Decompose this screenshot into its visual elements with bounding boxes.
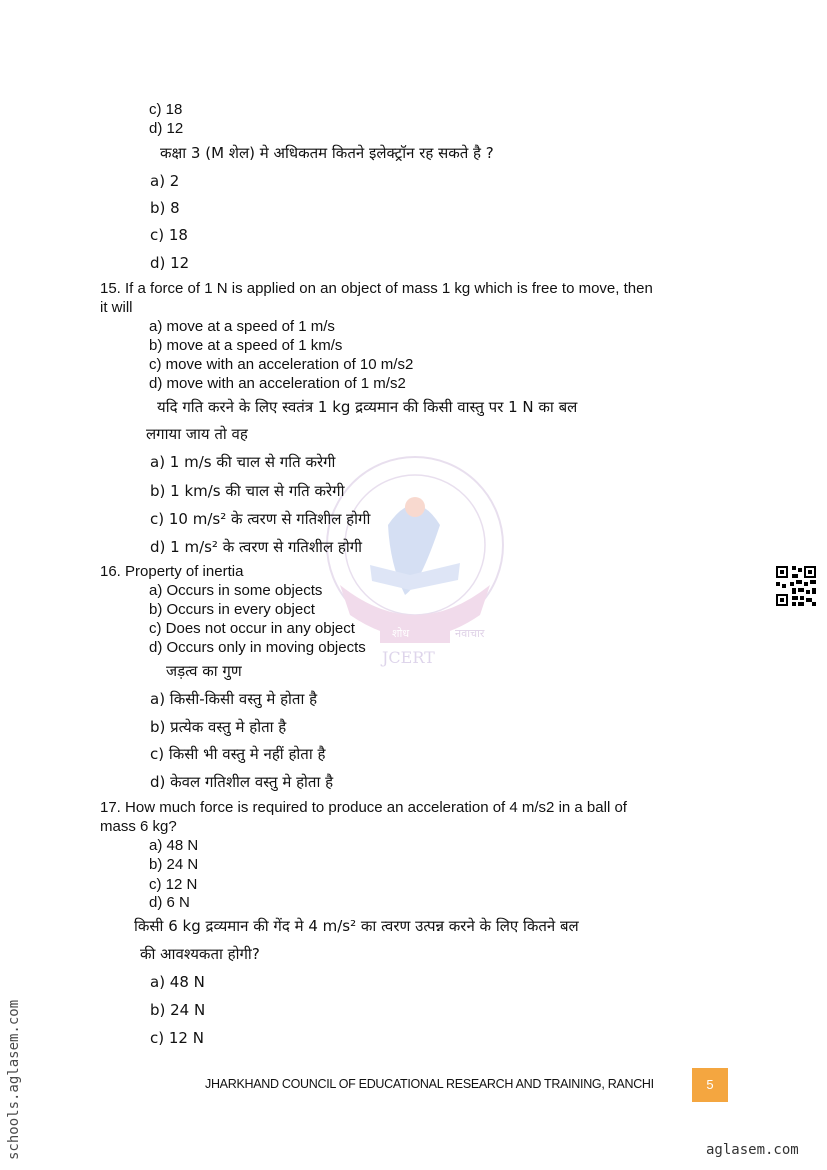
watermark-banner-left: शोध xyxy=(392,627,410,640)
option-c: c) Does not occur in any object xyxy=(149,620,355,637)
sidebar-url-text: schools.aglasem.com xyxy=(6,999,22,1160)
option-b-hindi: b) 8 xyxy=(150,199,180,217)
option-c: c) 18 xyxy=(149,101,183,118)
watermark-name: JCERT xyxy=(382,648,435,667)
option-a-hindi: a) 48 N xyxy=(150,973,205,991)
option-a: a) 48 N xyxy=(149,837,199,854)
option-a-hindi: a) 1 m/s की चाल से गति करेगी xyxy=(150,453,336,471)
question-15-hindi-cont: लगाया जाय तो वह xyxy=(146,425,248,443)
option-d: d) 6 N xyxy=(149,894,190,911)
option-c: c) 12 N xyxy=(149,876,198,893)
question-16: 16. Property of inertia xyxy=(100,563,244,580)
option-a: a) move at a speed of 1 m/s xyxy=(149,318,335,335)
option-b-hindi: b) 24 N xyxy=(150,1001,206,1019)
question-17-hindi-cont: की आवश्यकता होगी? xyxy=(140,945,260,963)
option-c: c) move with an acceleration of 10 m/s2 xyxy=(149,356,414,373)
option-d: d) Occurs only in moving objects xyxy=(149,639,366,656)
option-b-hindi: b) 1 km/s की चाल से गति करेगी xyxy=(150,482,345,500)
option-b-hindi: b) प्रत्येक वस्तु मे होता है xyxy=(150,718,287,736)
option-b: b) Occurs in every object xyxy=(149,601,315,618)
option-d: d) 12 xyxy=(149,120,184,137)
option-c-hindi: c) 18 xyxy=(150,226,188,244)
option-a-hindi: a) किसी-किसी वस्तु मे होता है xyxy=(150,690,318,708)
question-14-hindi: कक्षा 3 (M शेल) मे अधिकतम कितने इलेक्ट्रॉन रह सकते है ? xyxy=(160,144,494,162)
question-17: 17. How much force is required to produce an acceleration of 4 m/s2 in a ball of xyxy=(100,799,627,816)
option-d-hindi: d) 1 m/s² के त्वरण से गतिशील होगी xyxy=(150,538,363,556)
question-17-hindi: किसी 6 kg द्रव्यमान की गेंद मे 4 m/s² का त्वरण उत्पन्न करने के लिए कितने बल xyxy=(134,917,579,935)
question-15-cont: it will xyxy=(100,299,133,316)
option-d-hindi: d) 12 xyxy=(150,254,190,272)
question-15-hindi: यदि गति करने के लिए स्वतंत्र 1 kg द्रव्यमान की किसी वास्तु पर 1 N का बल xyxy=(157,398,578,416)
option-d: d) move with an acceleration of 1 m/s2 xyxy=(149,375,406,392)
question-17-cont: mass 6 kg? xyxy=(100,818,177,835)
footer-council-name: JHARKHAND COUNCIL OF EDUCATIONAL RESEARCH AND TRAINING, RANCHI xyxy=(205,1077,654,1091)
option-c-hindi: c) किसी भी वस्तु मे नहीं होता है xyxy=(150,745,326,763)
sidebar-url xyxy=(6,970,26,1160)
watermark-banner-right: नवाचार xyxy=(455,627,485,640)
page-number-badge: 5 xyxy=(692,1068,728,1102)
option-b: b) move at a speed of 1 km/s xyxy=(149,337,343,354)
option-a-hindi: a) 2 xyxy=(150,172,180,190)
qr-code-icon[interactable] xyxy=(776,566,816,606)
option-b: b) 24 N xyxy=(149,856,199,873)
question-15: 15. If a force of 1 N is applied on an object of mass 1 kg which is free to move, then xyxy=(100,280,653,297)
option-c-hindi: c) 10 m/s² के त्वरण से गतिशील होगी xyxy=(150,510,371,528)
question-16-hindi: जड़त्व का गुण xyxy=(166,662,242,680)
option-d-hindi: d) केवल गतिशील वस्तु मे होता है xyxy=(150,773,334,791)
option-a: a) Occurs in some objects xyxy=(149,582,323,599)
brand-text: aglasem.com xyxy=(706,1142,799,1158)
option-c-hindi: c) 12 N xyxy=(150,1029,204,1047)
